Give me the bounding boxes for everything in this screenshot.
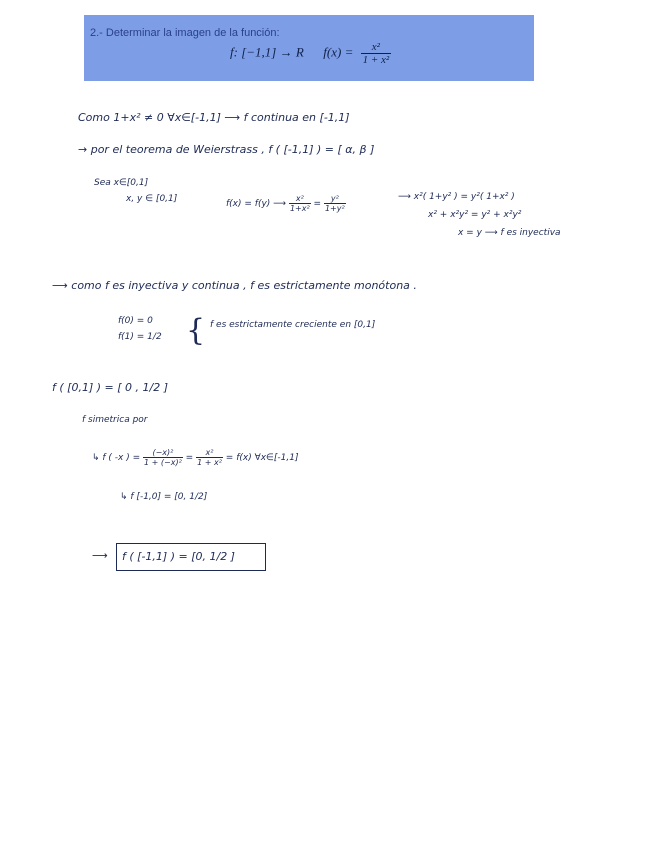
symmetry-proof — [92, 448, 298, 467]
frac-x-num: x² — [289, 194, 311, 204]
fraction-denominator: 1 + x² — [362, 54, 390, 66]
frac-y-den: 1+y² — [324, 204, 345, 213]
function-label: f(x) = — [323, 44, 354, 60]
f-of-one: f(1) = 1/2 — [118, 332, 162, 342]
problem-banner — [84, 15, 534, 81]
frac-y-num: y² — [324, 194, 346, 204]
weierstrass-line: → por el teorema de Weierstrass , f ( [-1,1] ) = [ α, β ] — [78, 143, 375, 156]
f-minus-x: ↳ f ( -x ) = — [92, 453, 141, 463]
fx-eq-fy: f(x) = f(y) ⟶ — [226, 199, 287, 209]
sea-line: Sea x∈[0,1] — [94, 178, 149, 188]
monotone-line: ⟶ como f es inyectiva y continua , f es estrictamente monótona . — [52, 279, 417, 292]
problem-title: 2.- Determinar la imagen de la función: — [90, 27, 280, 39]
negative-half-image: ↳ f [-1,0] = [0, 1/2] — [120, 492, 208, 502]
equals-sign: = — [313, 199, 322, 209]
cross-multiply-line: ⟶ x²( 1+y² ) = y²( 1+x² ) — [398, 192, 515, 202]
brace-icon: { — [186, 313, 206, 348]
symmetry-line: f simetrica por — [82, 415, 148, 425]
frac-x-2 — [196, 448, 223, 467]
frac-x-2-den: 1 + x² — [197, 458, 222, 467]
frac-minus-x-num: (−x)² — [143, 448, 183, 458]
image-half-line: f ( [0,1] ) = [ 0 , 1/2 ] — [52, 381, 168, 394]
injective-conclusion: x = y ⟶ f es inyectiva — [458, 228, 561, 238]
final-answer-box — [116, 543, 266, 571]
frac-x-2-num: x² — [196, 448, 223, 458]
final-answer: f ( [-1,1] ) = [0, 1/2 ] — [122, 550, 235, 563]
equals-sign-2: = — [185, 453, 194, 463]
increasing-line: f es estrictamente creciente en [0,1] — [210, 320, 376, 330]
frac-x — [289, 194, 311, 213]
function-fraction — [361, 41, 392, 66]
function-definition — [230, 41, 391, 66]
frac-x-den: 1+x² — [289, 204, 310, 213]
frac-y — [324, 194, 346, 213]
f-of-zero: f(0) = 0 — [118, 316, 153, 326]
equals-fx: = f(x) ∀x∈[-1,1] — [225, 453, 299, 463]
simplify-line: x² + x²y² = y² + x²y² — [428, 210, 522, 220]
fraction-numerator: x² — [361, 41, 392, 54]
injectivity-start — [226, 194, 346, 213]
final-arrow: ⟶ — [92, 549, 108, 562]
continuity-line: Como 1+x² ≠ 0 ∀x∈[-1,1] ⟶ f continua en [-1,1] — [78, 111, 350, 124]
xy-domain: x, y ∈ [0,1] — [126, 194, 178, 204]
function-domain: f: [−1,1] → R — [230, 44, 304, 60]
frac-minus-x-den: 1 + (−x)² — [144, 458, 182, 467]
frac-minus-x — [143, 448, 183, 467]
